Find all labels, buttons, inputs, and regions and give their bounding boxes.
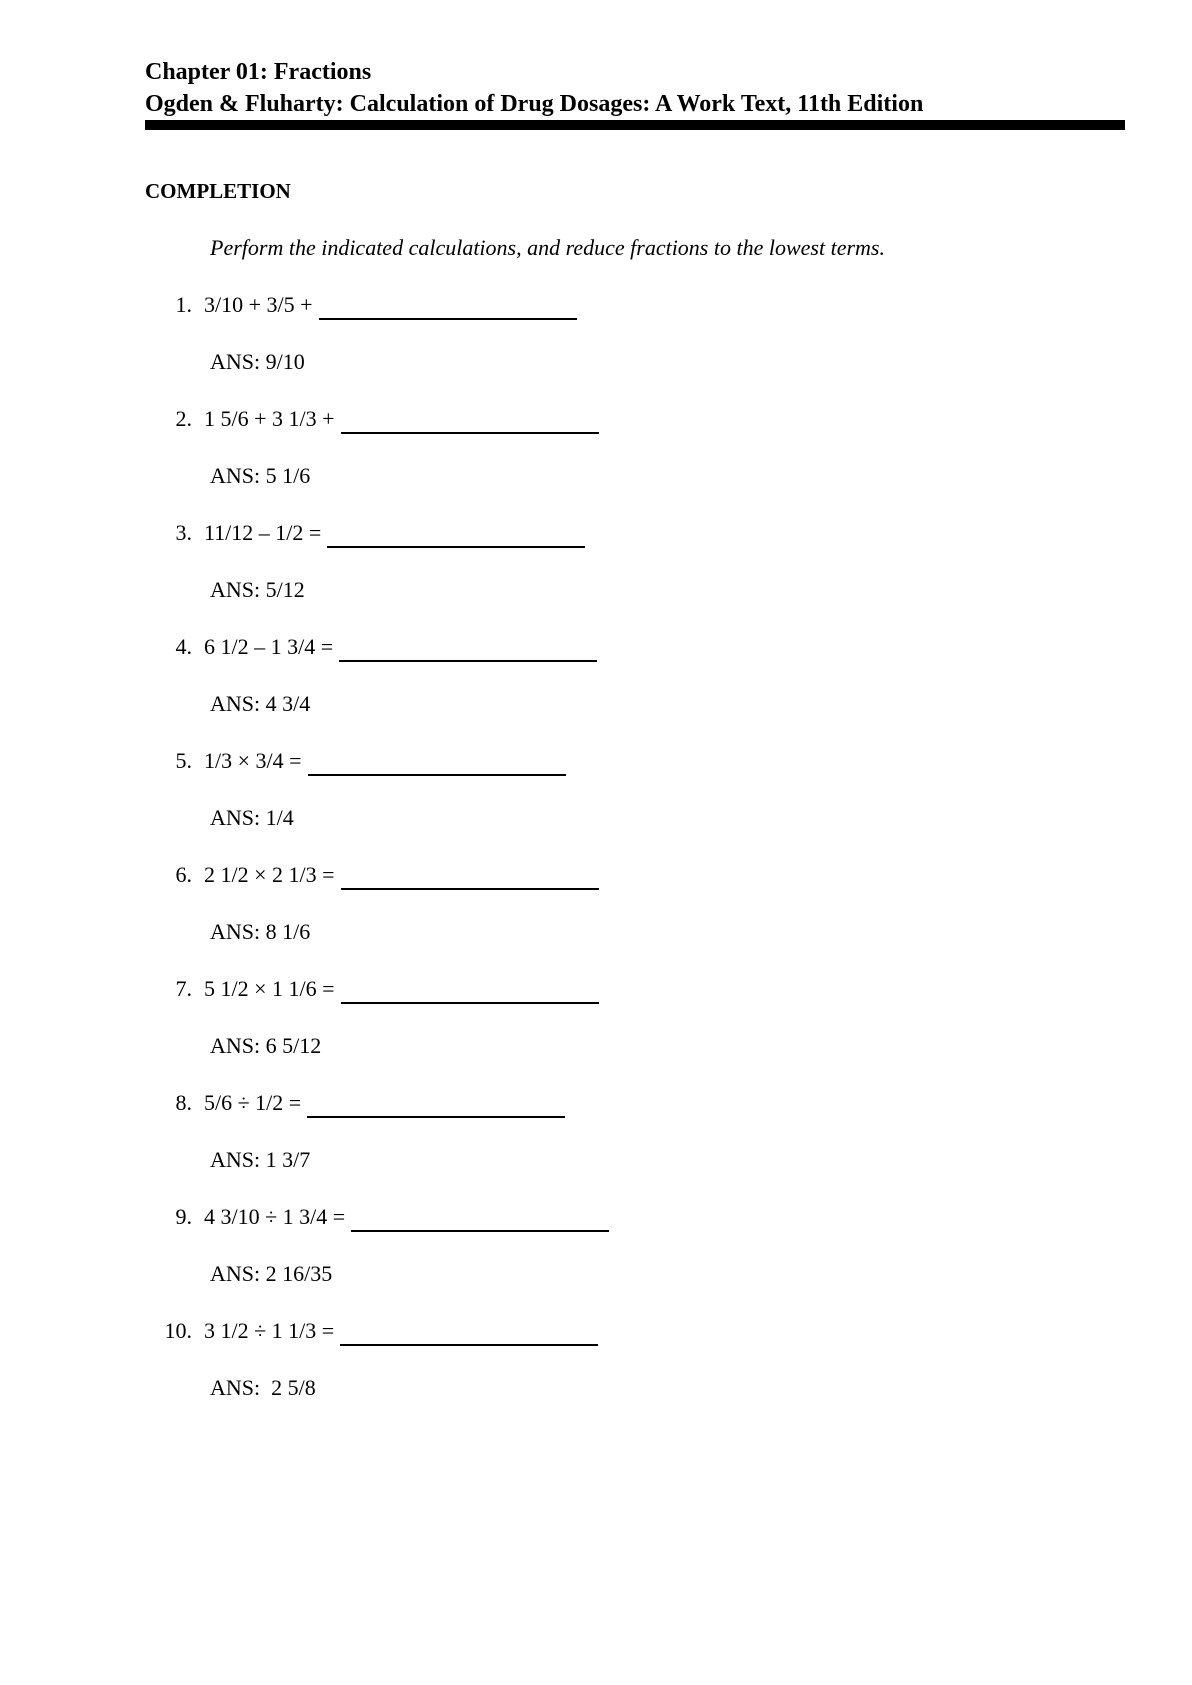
question-expression: 11/12 – 1/2 =: [204, 520, 322, 545]
answer-blank: [307, 1094, 565, 1118]
chapter-title: Chapter 01: Fractions: [145, 59, 372, 85]
question-expression: 1 5/6 + 3 1/3 +: [204, 406, 335, 431]
question-item: [0, 518, 1192, 632]
question-expression: 5 1/2 × 1 1/6 =: [204, 976, 335, 1001]
answer-text: ANS: 5/12: [210, 577, 305, 602]
question-expression: 5/6 ÷ 1/2 =: [204, 1090, 302, 1115]
question-item: [0, 290, 1192, 404]
answer-text: ANS: 8 1/6: [210, 919, 311, 944]
question-body: [204, 518, 585, 548]
answer-text: ANS: 1/4: [210, 805, 294, 830]
question-body: [204, 1202, 609, 1232]
question-number: 10.: [164, 1318, 192, 1343]
question-expression: 1/3 × 3/4 =: [204, 748, 302, 773]
question-item: [0, 1088, 1192, 1202]
instructions-text: Perform the indicated calculations, and reduce fractions to the lowest terms.: [210, 235, 885, 260]
question-item: [0, 746, 1192, 860]
question-expression: 6 1/2 – 1 3/4 =: [204, 634, 334, 659]
question-item: [0, 974, 1192, 1088]
question-number: 2.: [175, 406, 192, 431]
question-body: [204, 746, 566, 776]
question-number: 4.: [175, 634, 192, 659]
answer-text: ANS: 2 5/8: [210, 1375, 316, 1400]
answer-blank: [319, 296, 577, 320]
answer-blank: [341, 410, 599, 434]
answer-text: ANS: 6 5/12: [210, 1033, 322, 1058]
answer-text: ANS: 9/10: [210, 349, 305, 374]
question-number: 3.: [175, 520, 192, 545]
question-expression: 3/10 + 3/5 +: [204, 292, 313, 317]
answer-blank: [351, 1208, 609, 1232]
question-item: [0, 404, 1192, 518]
question-body: [204, 860, 599, 890]
question-expression: 4 3/10 ÷ 1 3/4 =: [204, 1204, 346, 1229]
answer-text: ANS: 4 3/4: [210, 691, 311, 716]
question-body: [204, 1316, 598, 1346]
question-number: 5.: [175, 748, 192, 773]
question-body: [204, 1088, 565, 1118]
question-number: 8.: [175, 1090, 192, 1115]
question-body: [204, 290, 577, 320]
answer-text: ANS: 1 3/7: [210, 1147, 311, 1172]
question-item: [0, 1316, 1192, 1430]
question-item: [0, 632, 1192, 746]
answer-blank: [341, 866, 599, 890]
answer-text: ANS: 2 16/35: [210, 1261, 333, 1286]
answer-blank: [308, 752, 566, 776]
question-body: [204, 404, 599, 434]
question-body: [204, 632, 597, 662]
answer-blank: [339, 638, 597, 662]
book-title: Ogden & Fluharty: Calculation of Drug Dosages: A Work Text, 11th Edition: [145, 91, 924, 117]
question-item: [0, 1202, 1192, 1316]
answer-blank: [340, 1322, 598, 1346]
page-header: [145, 56, 1125, 120]
question-number: 9.: [175, 1204, 192, 1229]
answer-blank: [341, 980, 599, 1004]
question-number: 1.: [175, 292, 192, 317]
answer-blank: [327, 524, 585, 548]
question-item: [0, 860, 1192, 974]
question-expression: 3 1/2 ÷ 1 1/3 =: [204, 1318, 335, 1343]
question-body: [204, 974, 599, 1004]
question-expression: 2 1/2 × 2 1/3 =: [204, 862, 335, 887]
section-title: COMPLETION: [145, 179, 291, 203]
header-divider: [145, 120, 1125, 130]
question-number: 7.: [175, 976, 192, 1001]
answer-text: ANS: 5 1/6: [210, 463, 311, 488]
question-number: 6.: [175, 862, 192, 887]
